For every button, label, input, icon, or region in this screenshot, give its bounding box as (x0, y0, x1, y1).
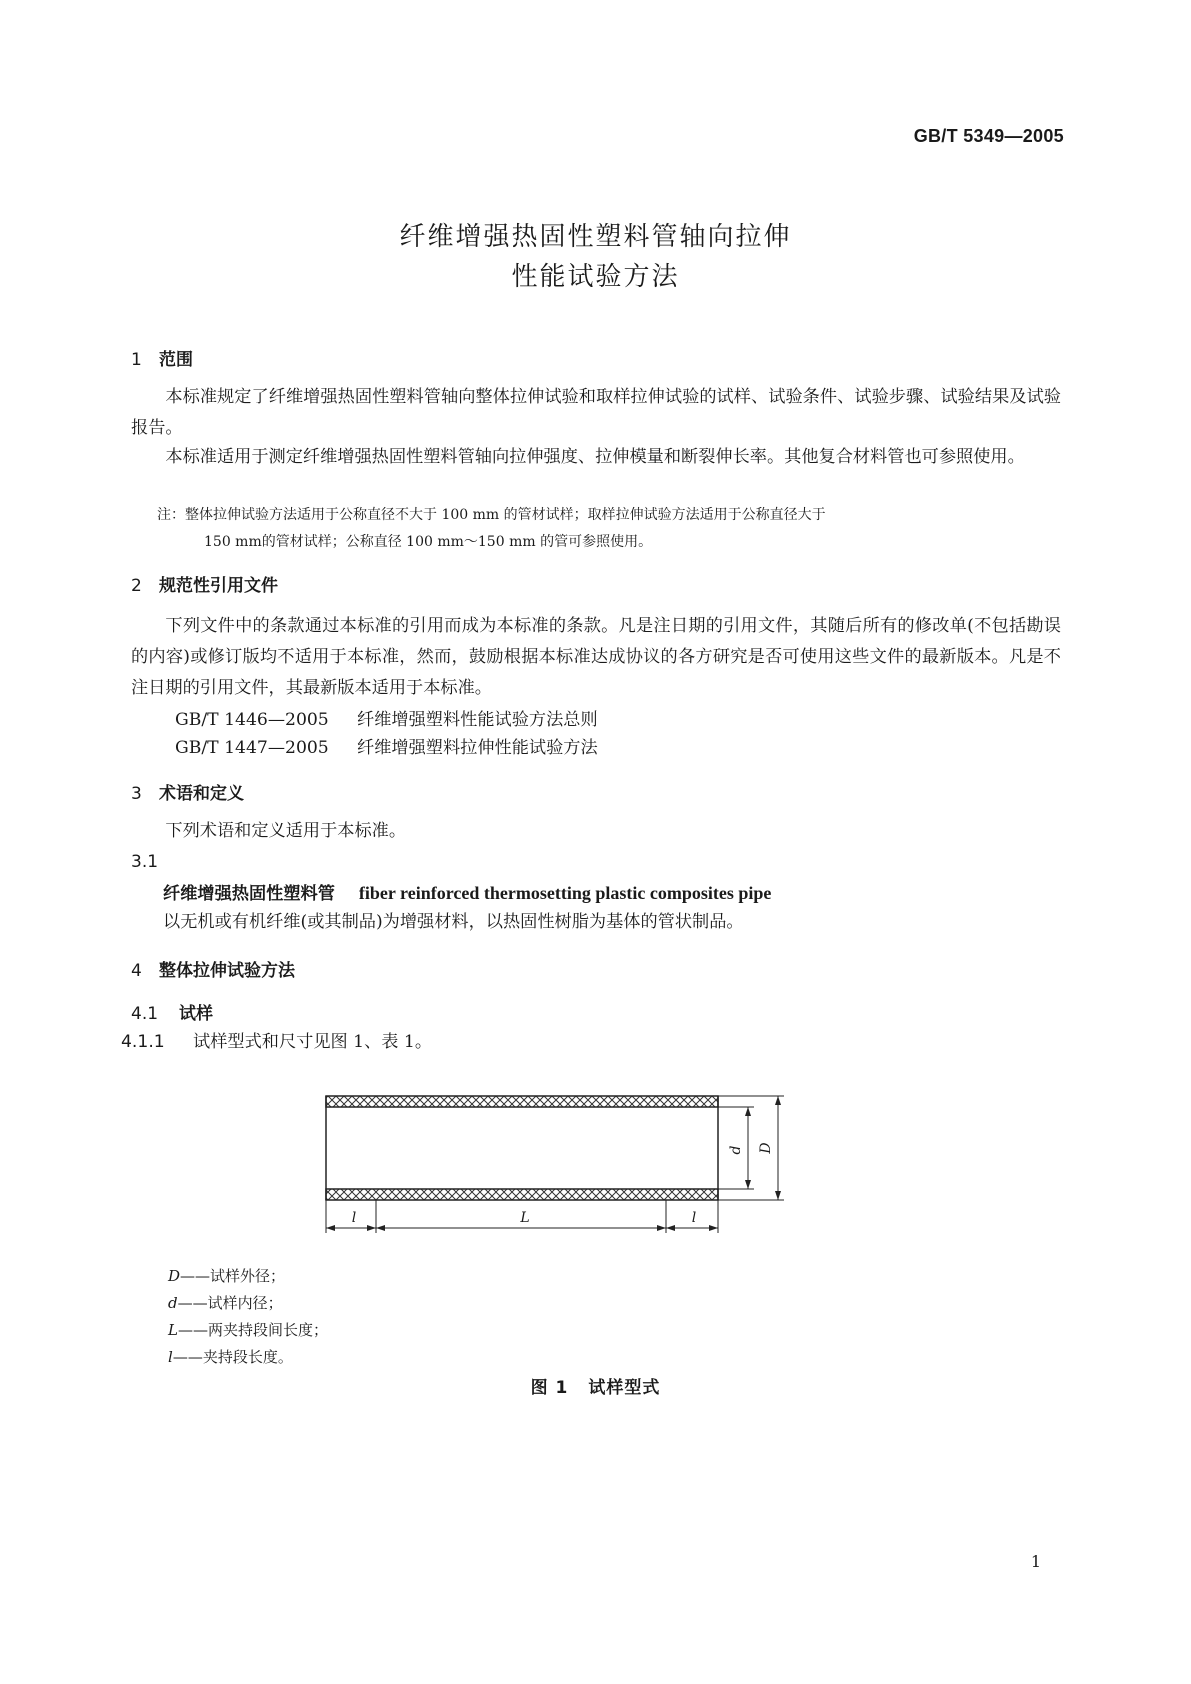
section-3-paragraph: 下列术语和定义适用于本标准。 (165, 821, 407, 841)
section-title: 范围 (159, 350, 193, 370)
legend-item (168, 1344, 328, 1371)
legend-text: ——试样外径； (180, 1267, 286, 1285)
pipe-bottom-wall (326, 1189, 718, 1200)
section-title: 规范性引用文件 (159, 576, 278, 596)
label-l-left: l (351, 1210, 357, 1226)
clause-text: 试样型式和尺寸见图 1、表 1。 (193, 1032, 433, 1052)
legend-symbol: L (168, 1321, 178, 1339)
pipe-top-wall (326, 1096, 718, 1107)
note-line-2: 150 mm的管材试样；公称直径 100 mm～150 mm 的管可参照使用。 (204, 534, 653, 550)
reference-title: 纤维增强塑料性能试验方法总则 (357, 710, 598, 730)
section-number: 2 (131, 576, 142, 596)
label-l-right: l (691, 1210, 697, 1226)
term-chinese: 纤维增强热固性塑料管 (163, 884, 335, 904)
legend-symbol: l (168, 1348, 173, 1366)
section-number: 4 (131, 961, 142, 981)
clause-number: 4.1.1 (121, 1032, 165, 1052)
reference-code: GB/T 1447—2005 (175, 738, 329, 758)
document-title-line2: 性能试验方法 (511, 262, 680, 292)
legend-item (168, 1263, 328, 1290)
subsection-title: 试样 (179, 1004, 213, 1024)
term-definition: 以无机或有机纤维(或其制品)为增强材料，以热固性树脂为基体的管状制品。 (163, 912, 744, 932)
label-L: L (520, 1210, 530, 1226)
legend-text: ——夹持段长度。 (172, 1348, 293, 1366)
reference-code: GB/T 1446—2005 (175, 710, 329, 730)
legend-item (168, 1317, 328, 1344)
standard-code: GB/T 5349—2005 (913, 126, 1064, 146)
reference-title: 纤维增强塑料拉伸性能试验方法 (357, 738, 598, 758)
section-title: 术语和定义 (159, 784, 244, 804)
legend-text: ——两夹持段间长度； (177, 1321, 328, 1339)
section-1-paragraph-2: 本标准适用于测定纤维增强热固性塑料管轴向拉伸强度、拉伸模量和断裂伸长率。其他复合材料管也可参照使用。 (165, 447, 1025, 467)
section-1-paragraph-1: 本标准规定了纤维增强热固性塑料管轴向整体拉伸试验和取样拉伸试验的试样、试验条件、试验步骤、试验结果及试验报告。 (131, 387, 1061, 438)
section-number: 3 (131, 784, 142, 804)
page-number: 1 (1030, 1552, 1041, 1571)
length-dimensions (326, 1200, 718, 1233)
figure-legend (168, 1263, 328, 1371)
figure-number: 图 1 (530, 1378, 569, 1398)
label-d: d (728, 1145, 744, 1155)
figure-title: 试样型式 (588, 1378, 661, 1398)
label-D: D (758, 1142, 774, 1154)
section-title: 整体拉伸试验方法 (159, 961, 295, 981)
subsection-number: 3.1 (131, 852, 159, 872)
figure-caption (0, 1373, 1191, 1398)
section-number: 1 (131, 350, 142, 370)
legend-item (168, 1290, 328, 1317)
note-line-1: 注：整体拉伸试验方法适用于公称直径不大于 100 mm 的管材试样；取样拉伸试验方法适用于公称直径大于 (157, 507, 826, 523)
legend-text: ——试样内径； (177, 1294, 283, 1312)
section-2-paragraph: 下列文件中的条款通过本标准的引用而成为本标准的条款。凡是注日期的引用文件，其随后所有的修改单(不包括勘误的内容)或修订版均不适用于本标准，然而，鼓励根据本标准达成协议的各方研究是否可使用这些文件的最新版本。凡是不注日期的引用文件，其最新版本适用于本标准。 (131, 616, 1061, 698)
document-title-line1: 纤维增强热固性塑料管轴向拉伸 (399, 222, 792, 252)
legend-symbol: D (168, 1267, 181, 1285)
inner-diameter-dimension (718, 1107, 754, 1189)
legend-symbol: d (168, 1294, 178, 1312)
subsection-number: 4.1 (131, 1004, 159, 1024)
term-english: fiber reinforced thermosetting plastic composites pipe (358, 883, 772, 903)
